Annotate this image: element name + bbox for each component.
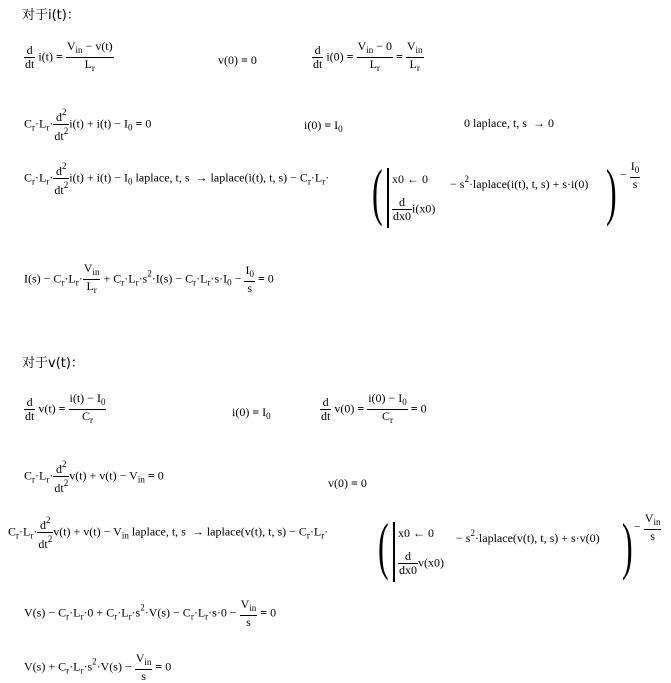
right-paren: ) [606,156,617,227]
eq-laplace-i: $C_r\cdot L_r\cdot$ $\frac{d^2}{dt^2}$ $i(t) + i(t) - I_0$ laplace, t, s → laplace(i(t), t, $s) - C_r\cdot L_r\cdot$ [24,161,330,197]
program-x0: x0 ← 0 [392,172,428,186]
eq-Vs-2: $V(s) + C_r\cdot L_r\cdot s^2\cdot V(s)$ − $\frac{V_{in}}{s}$ = 0 [24,651,172,683]
right-paren-v: ) [622,510,633,581]
program-deriv: $\frac{d}{dx0}$ i(x0) [393,195,436,223]
eq-dv0-dt: $\frac{d}{dt}$ v(0) = $\frac{i(0) - I_0}{C_r}$ = 0 [321,391,427,425]
eq-Vs-1: $V(s) - C_r\cdot L_r\cdot 0 + C_r\cdot L_r\cdot s^2\cdot V(s) - C_r\cdot L_r\cdot s\cdot 0$ − $\frac{V_{in}}{s}$ = 0 [24,597,277,629]
eq-laplace-v: $C_r\cdot L_r\cdot$ $\frac{d^2}{dt^2}$ $v(t) + v(t) - V_{in}$ laplace, t, s → laplace(v(t), t, $s) - C_r\cdot L_r\cdot$ [8,515,329,551]
program-x0-v: x0 ← 0 [398,526,434,540]
eq-i0: $i(0) = I_0$ [304,118,343,134]
eq-i0-v: $i(0) = I_0$ [232,405,271,421]
eq-di0-dt: $\frac{d}{dt}$ i(0) = $\frac{V_{in} - 0}{L_r}$ = $\frac{V_{in}}{L_r}$ [313,39,423,73]
eq-v0-v: v(0) = 0 [328,476,367,490]
left-paren: ( [372,156,383,227]
section-header-v: 对于v(t)： [22,356,84,371]
program-bar-v [393,522,395,582]
program-deriv-v: $\frac{d}{dx0}$ v(x0) [399,549,444,577]
left-paren-v: ( [378,510,389,581]
eq-Is: $I(s) - C_r\cdot L_r\cdot$ $\frac{V_{in}}{L_r}$ + $C_r\cdot L_r\cdot s^2\cdot I(s) - C_r\cdot L_r\cdot s\cdot I_0$ − $\frac{I_0}{s}$ = 0 [24,261,274,295]
eq-v0: v(0) = 0 [218,53,257,67]
eq-diff-v: $C_r\cdot L_r\cdot$ $\frac{d^2}{dt^2}$ $v(t) + v(t) - V_{in} = 0$ [24,459,164,495]
eq-diff-i: $C_r\cdot L_r\cdot$ $\frac{d^2}{dt^2}$ $i(t) + i(t) - I_0 = 0$ [24,107,152,143]
laplace-s2-term-v: − $s^2\cdot laplace(v(t)$, t, s) + s·v(0) [456,528,600,545]
frac-Vin-s: − $\frac{V_{in}}{s}$ [634,511,661,543]
eq-dv-dt: $\frac{d}{dt}$ v(t) = $\frac{i(t) - I_0}{C_r}$ [25,391,106,425]
eq-di-dt: $\frac{d}{dt}$ i(t) = $\frac{V_{in} - v(t)}{L_r}$ [25,39,113,73]
program-bar [387,168,389,228]
laplace-s2-term: − $s^2\cdot laplace(i(t)$, t, s) + s·i(0) [450,174,589,191]
eq-laplace-zero: 0 laplace, t, s → 0 [464,116,554,130]
frac-I0-s: − $\frac{I_0}{s}$ [620,159,640,191]
section-header-i: 对于i(t)： [22,8,80,23]
